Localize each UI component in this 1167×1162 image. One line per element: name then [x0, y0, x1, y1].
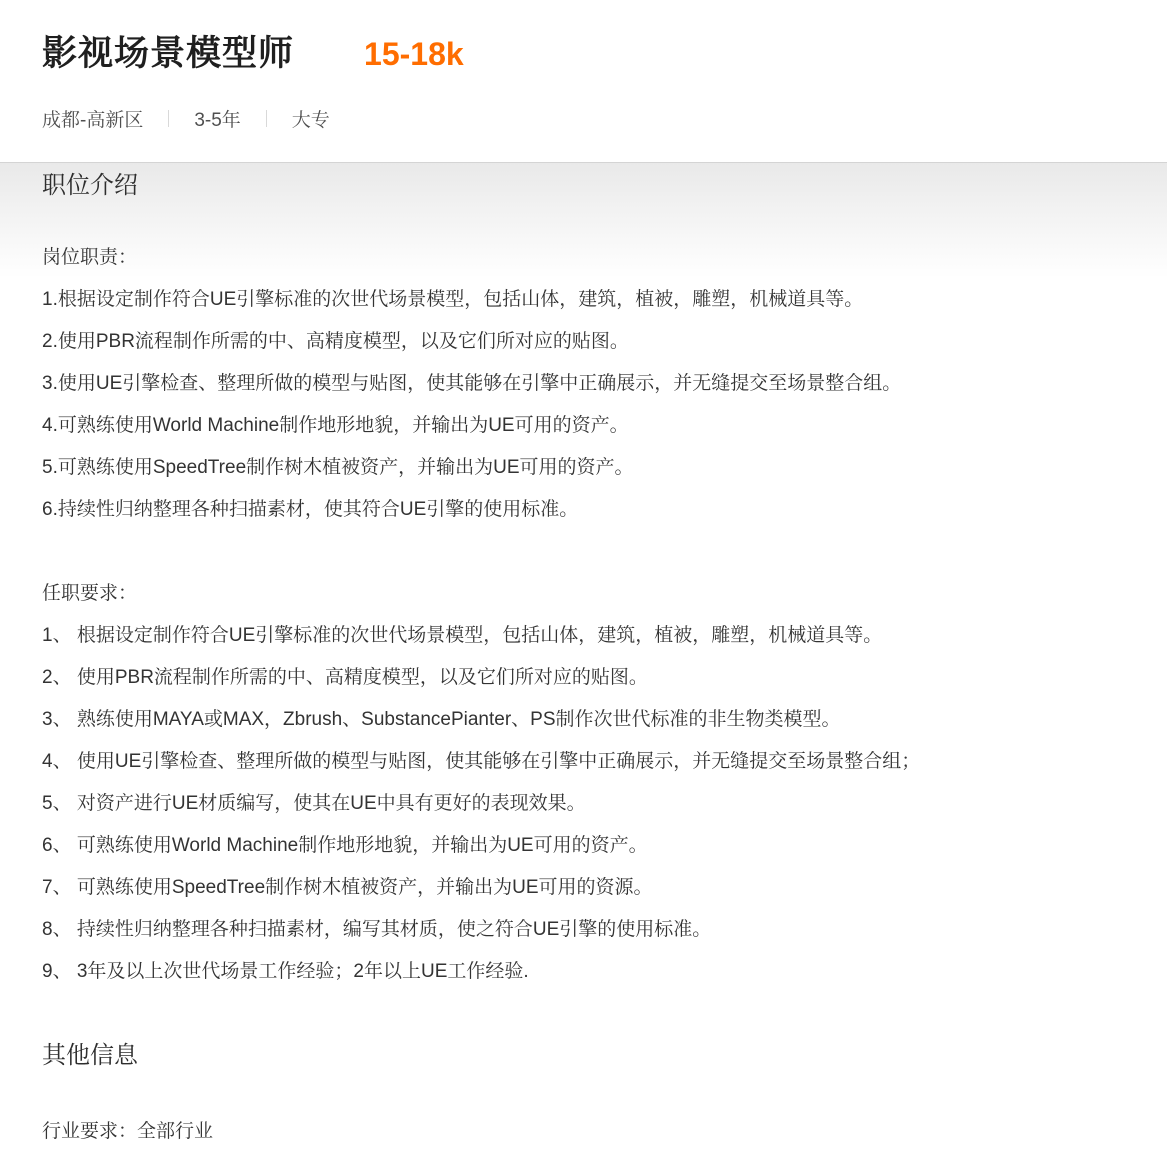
job-intro-heading: 职位介绍 — [42, 172, 138, 199]
description-line: 4、 使用UE引擎检查、整理所做的模型与贴图，使其能够在引擎中正确展示，并无缝提交至场景整合组； — [42, 751, 921, 772]
meta-divider — [168, 110, 169, 127]
description-line: 岗位职责： — [42, 247, 138, 268]
job-title: 影视场景模型师 — [42, 34, 295, 73]
job-salary: 15-18k — [364, 36, 464, 72]
description-line: 4.可熟练使用World Machine制作地形地貌，并输出为UE可用的资产。 — [42, 415, 629, 436]
description-line: 6、 可熟练使用World Machine制作地形地貌，并输出为UE可用的资产。 — [42, 835, 648, 856]
job-header — [0, 0, 1167, 132]
description-line: 1、 根据设定制作符合UE引擎标准的次世代场景模型，包括山体，建筑，植被，雕塑，机械道具等。 — [42, 625, 883, 646]
job-title-row — [42, 30, 1125, 78]
industry-requirement: 行业要求：全部行业 — [42, 1121, 214, 1142]
description-line: 7、 可熟练使用SpeedTree制作树木植被资产，并输出为UE可用的资源。 — [42, 877, 653, 898]
description-line: 8、 持续性归纳整理各种扫描素材，编写其材质，使之符合UE引擎的使用标准。 — [42, 919, 712, 940]
job-location: 成都-高新区 — [42, 109, 144, 131]
description-line: 6.持续性归纳整理各种扫描素材，使其符合UE引擎的使用标准。 — [42, 499, 579, 520]
description-line: 任职要求： — [42, 583, 138, 604]
description-line: 1.根据设定制作符合UE引擎标准的次世代场景模型，包括山体，建筑，植被，雕塑，机械道具等。 — [42, 289, 864, 310]
description-line: 3.使用UE引擎检查、整理所做的模型与贴图，使其能够在引擎中正确展示，并无缝提交至场景整合组。 — [42, 373, 902, 394]
meta-divider — [266, 110, 267, 127]
job-intro-section — [0, 162, 1167, 993]
description-line: 2.使用PBR流程制作所需的中、高精度模型，以及它们所对应的贴图。 — [42, 331, 629, 352]
other-info-heading: 其他信息 — [42, 1042, 138, 1069]
other-info-section — [0, 993, 1167, 1144]
description-line: 3、 熟练使用MAYA或MAX，Zbrush、SubstancePianter、PS制作次世代标准的非生物类模型。 — [42, 709, 841, 730]
job-education: 大专 — [291, 109, 330, 131]
job-description — [42, 237, 1125, 993]
description-line: 2、 使用PBR流程制作所需的中、高精度模型，以及它们所对应的贴图。 — [42, 667, 648, 688]
description-line — [42, 531, 1125, 573]
job-meta — [42, 104, 1125, 132]
description-line: 5.可熟练使用SpeedTree制作树木植被资产，并输出为UE可用的资产。 — [42, 457, 634, 478]
job-experience: 3-5年 — [194, 109, 241, 131]
description-line: 9、 3年及以上次世代场景工作经验；2年以上UE工作经验. — [42, 961, 529, 982]
description-line: 5、 对资产进行UE材质编写，使其在UE中具有更好的表现效果。 — [42, 793, 586, 814]
